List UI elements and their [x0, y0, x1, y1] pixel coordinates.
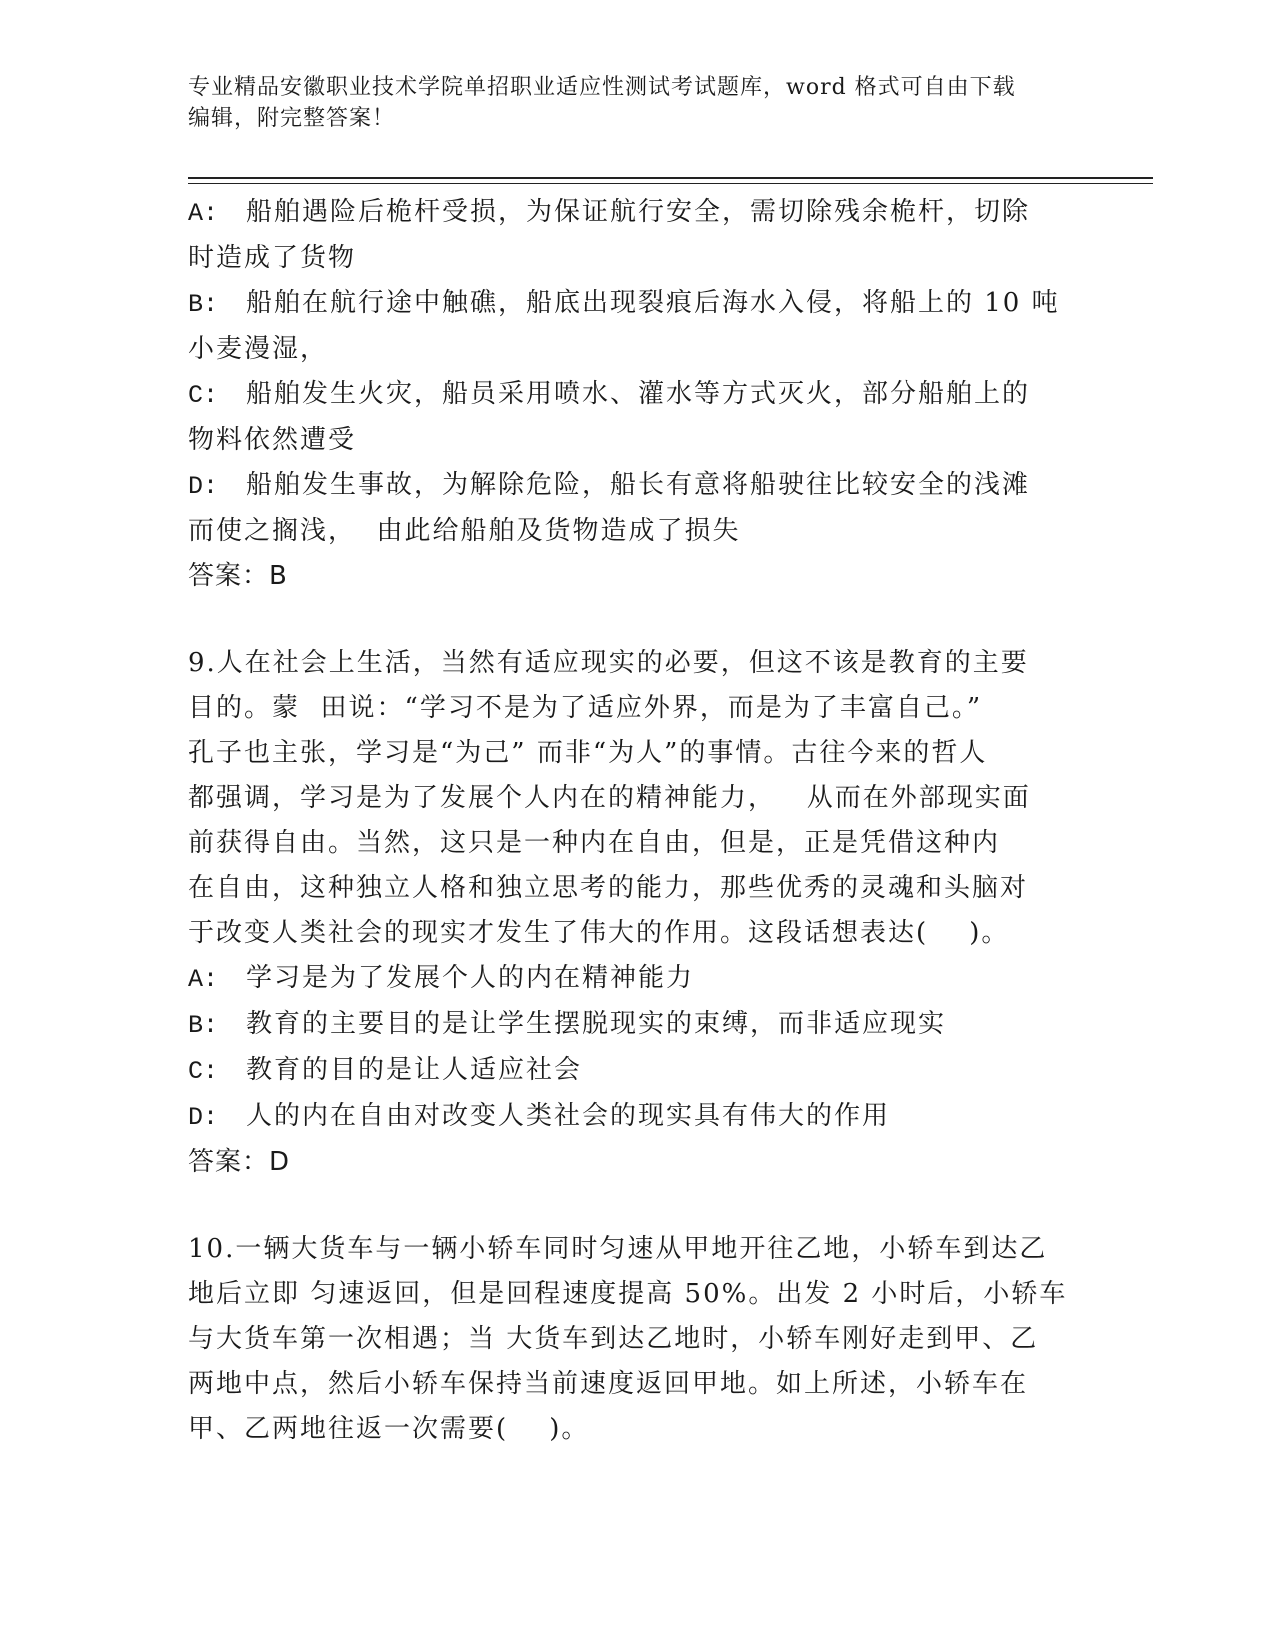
option-text-cont: 时造成了货物 [188, 243, 357, 273]
option-text-cont: 而使之搁浅， 由此给船舶及货物造成了损失 [188, 516, 741, 546]
document-body [188, 190, 1088, 1452]
option-letter: A: [188, 965, 219, 994]
q8-option-c [188, 372, 1088, 463]
q9-stem-line: 孔子也主张，学习是“为己” 而非“为人”的事情。古往今来的哲人 [188, 738, 988, 768]
q9-option-b [188, 1002, 1088, 1048]
page-header [188, 72, 1068, 134]
header-rule-thick [188, 177, 1153, 179]
q9-stem-line: 目的。蒙 田说：“学习不是为了适应外界，而是为了丰富自己。” [188, 693, 983, 723]
option-text: 人的内在自由对改变人类社会的现实具有伟大的作用 [246, 1101, 891, 1131]
q9-stem-line: 9.人在社会上生活，当然有适应现实的必要，但这不该是教育的主要 [188, 648, 1029, 678]
option-letter: D: [188, 472, 219, 501]
q9-stem [188, 641, 1088, 956]
option-letter: A: [188, 199, 219, 228]
q10-stem-line: 两地中点，然后小轿车保持当前速度返回甲地。如上所述，小轿车在 [188, 1369, 1029, 1399]
q9-stem-line: 都强调，学习是为了发展个人内在的精神能力， 从而在外部现实面 [188, 783, 1031, 813]
q9-stem-line: 于改变人类社会的现实才发生了伟大的作用。这段话想表达( )。 [188, 918, 1010, 948]
q9-stem-line: 在自由，这种独立人格和独立思考的能力，那些优秀的灵魂和头脑对 [188, 873, 1029, 903]
q10-stem-line: 与大货车第一次相遇；当 大货车到达乙地时，小轿车刚好走到甲、乙 [188, 1324, 1039, 1354]
option-text-cont: 小麦漫湿， [188, 334, 329, 364]
option-letter: B: [188, 1011, 219, 1040]
option-text: 船舶发生事故，为解除危险，船长有意将船驶往比较安全的浅滩 [246, 470, 1031, 500]
option-text: 学习是为了发展个人的内在精神能力 [246, 963, 695, 993]
option-text: 船舶发生火灾，船员采用喷水、灌水等方式灭火，部分船舶上的 [246, 379, 1031, 409]
q9-option-a [188, 956, 1088, 1002]
option-letter: C: [188, 381, 219, 410]
q9-answer: 答案：D [188, 1147, 291, 1177]
header-line-1: 专业精品安徽职业技术学院单招职业适应性测试考试题库，word 格式可自由下载 [188, 75, 1016, 100]
option-text: 船舶遇险后桅杆受损，为保证航行安全，需切除残余桅杆，切除 [246, 197, 1031, 227]
header-rule-thin [188, 183, 1153, 184]
q10-stem [188, 1227, 1088, 1452]
option-text-cont: 物料依然遭受 [188, 425, 357, 455]
q8-answer: 答案：B [188, 561, 288, 591]
q8-option-b [188, 281, 1088, 372]
q10-stem-line: 甲、乙两地往返一次需要( )。 [188, 1414, 590, 1444]
option-letter: C: [188, 1057, 219, 1086]
header-line-2: 编辑，附完整答案！ [188, 106, 396, 131]
q10-stem-line: 10.一辆大货车与一辆小轿车同时匀速从甲地开往乙地，小轿车到达乙 [188, 1234, 1048, 1264]
q9-stem-line: 前获得自由。当然，这只是一种内在自由，但是，正是凭借这种内 [188, 828, 1001, 858]
option-letter: B: [188, 290, 219, 319]
q8-option-a [188, 190, 1088, 281]
q10-stem-line: 地后立即 匀速返回，但是回程速度提高 50%。出发 2 小时后，小轿车 [188, 1279, 1068, 1309]
q9-option-d [188, 1094, 1088, 1140]
q9-option-c [188, 1048, 1088, 1094]
option-letter: D: [188, 1103, 219, 1132]
q8-option-d [188, 463, 1088, 554]
option-text: 船舶在航行途中触礁，船底出现裂痕后海水入侵，将船上的 10 吨 [246, 288, 1060, 318]
option-text: 教育的主要目的是让学生摆脱现实的束缚，而非适应现实 [246, 1009, 947, 1039]
option-text: 教育的目的是让人适应社会 [246, 1055, 583, 1085]
